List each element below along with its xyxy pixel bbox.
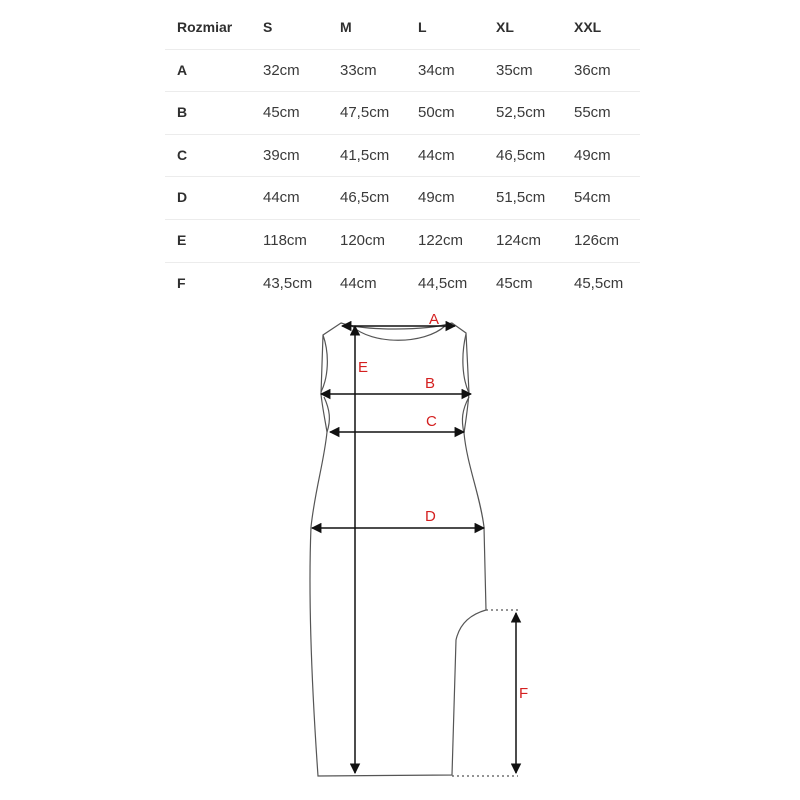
table-cell: 41,5cm [340, 146, 390, 164]
table-cell: 52,5cm [496, 104, 546, 122]
dress-outline [310, 323, 518, 776]
table-cell: 36cm [574, 61, 611, 79]
table-cell: 44cm [263, 189, 300, 207]
row-label: C [177, 146, 188, 163]
row-label: A [177, 61, 188, 78]
table-cell: 124cm [496, 231, 542, 249]
label-f: F [519, 685, 529, 702]
table-cell: 55cm [574, 104, 611, 122]
table-cell: 35cm [496, 61, 533, 79]
table-cell: 46,5cm [496, 146, 546, 164]
table-cell: 49cm [574, 146, 611, 164]
label-b: B [425, 375, 436, 392]
label-c: C [426, 413, 437, 430]
table-cell: 122cm [418, 231, 464, 249]
label-e: E [358, 359, 369, 376]
table-cell: 51,5cm [496, 189, 546, 207]
table-cell: 47,5cm [340, 104, 390, 122]
table-cell: 34cm [418, 61, 455, 79]
table-cell: 45,5cm [574, 274, 624, 292]
table-cell: 45cm [263, 104, 300, 122]
table-cell: 49cm [418, 189, 455, 207]
label-d: D [425, 508, 436, 525]
table-cell: 43,5cm [263, 274, 313, 292]
table-cell: 54cm [574, 189, 611, 207]
measurement-arrows [312, 326, 516, 773]
table-cell: 33cm [340, 61, 377, 79]
header-cell-xl: XL [496, 19, 514, 35]
header-cell-l: L [418, 19, 427, 35]
row-label: D [177, 189, 188, 206]
table-cell: 44cm [418, 146, 455, 164]
table-cell: 44,5cm [418, 274, 468, 292]
table-cell: 50cm [418, 104, 455, 122]
label-a: A [429, 311, 440, 328]
table-cell: 32cm [263, 61, 300, 79]
table-cell: 46,5cm [340, 189, 390, 207]
table-cell: 44cm [340, 274, 377, 292]
header-cell-xxl: XXL [574, 19, 602, 35]
table-cell: 118cm [263, 231, 307, 249]
table-cell: 45cm [496, 274, 533, 292]
table-cell: 39cm [263, 146, 300, 164]
row-label: F [177, 274, 186, 291]
table-cell: 120cm [340, 231, 386, 249]
header-cell-size: Rozmiar [177, 19, 233, 35]
table-cell: 126cm [574, 231, 620, 249]
header-cell-m: M [340, 19, 352, 35]
header-cell-s: S [263, 19, 273, 35]
row-label: E [177, 231, 187, 248]
dress-body-outline [310, 323, 486, 776]
row-label: B [177, 104, 188, 121]
